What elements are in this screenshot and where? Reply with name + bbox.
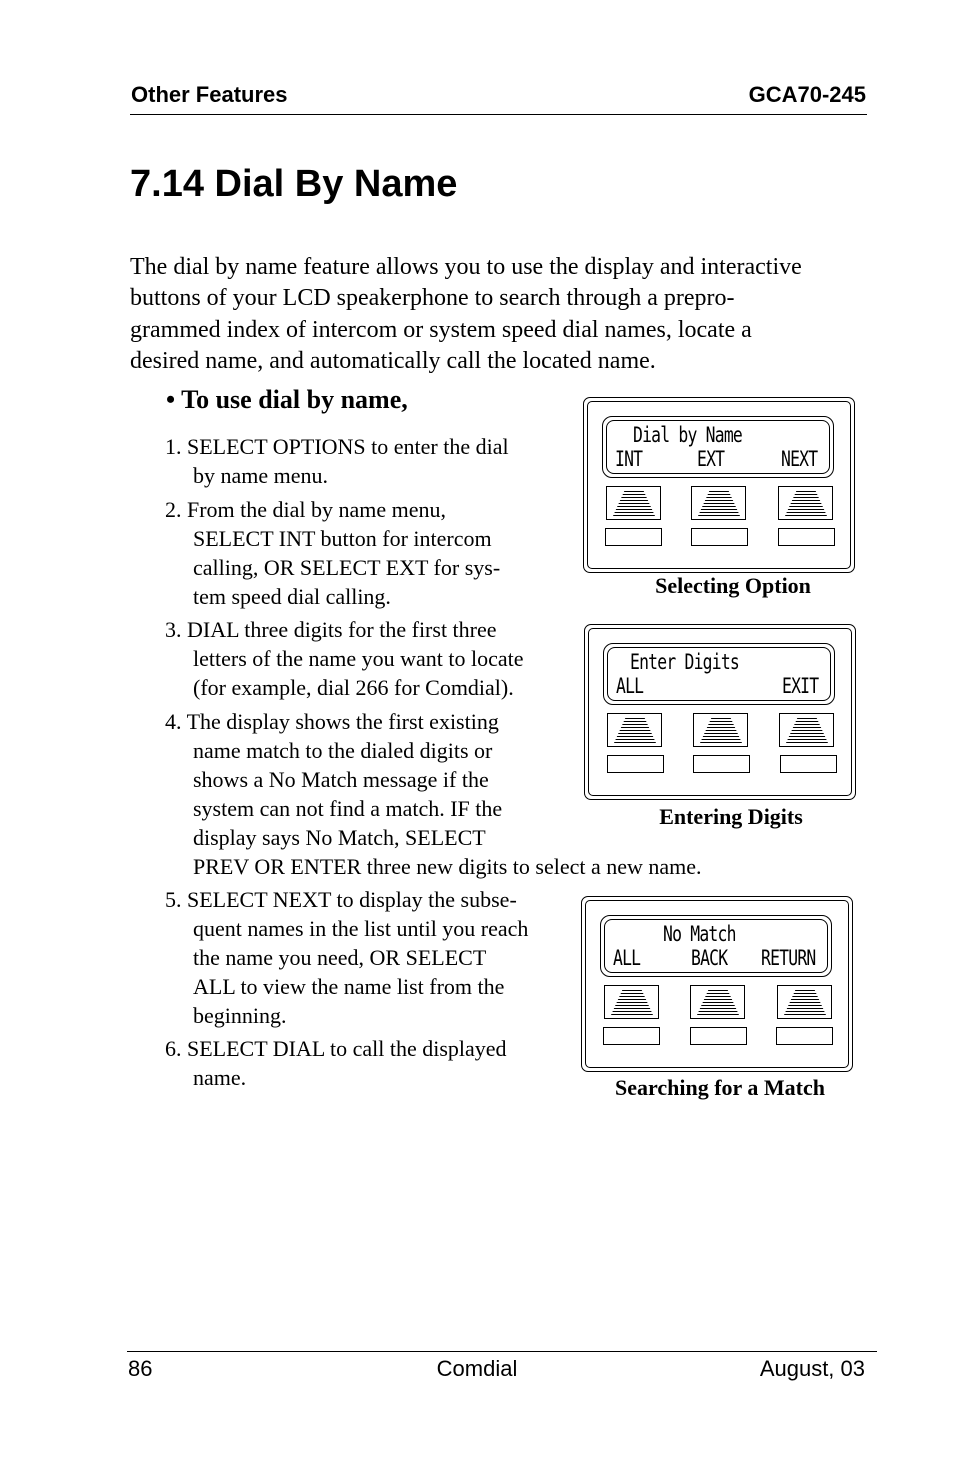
button-label-strip [691,528,748,546]
softkey-button [779,713,834,747]
figure-caption: Entering Digits [659,804,803,829]
softkey-button [691,486,746,520]
intro-line: The dial by name feature allows you to use the display and interactive [130,254,802,280]
softkey-button [606,486,661,520]
lcd-display-figure [584,624,856,800]
softkey-button [607,713,662,747]
intro-line: desired name, and automatically call the located name. [130,347,656,374]
figure-caption: Searching for a Match [615,1075,825,1100]
step-line: (for example, dial 266 for Comdial). [193,675,514,700]
step-line: PREV OR ENTER three new digits to select a new name. [193,854,702,879]
lcd-screen [603,643,835,705]
step-line: name match to the dialed digits or [193,738,493,763]
step-line: 5. SELECT NEXT to display the subse- [165,887,517,912]
intro-line: grammed index of intercom or system speed dial names, locate a [130,316,752,343]
header-section-title: Other Features [131,82,288,107]
step-line: 6. SELECT DIAL to call the displayed [165,1036,507,1061]
step-line: shows a No Match message if the [193,767,489,792]
step-line: by name menu. [193,463,329,488]
softkey-label: INT [615,447,643,471]
button-label-strip [693,755,750,773]
lcd-line-1: Enter Digits [630,650,739,674]
step-line: 4. The display shows the first existing [165,709,499,734]
step-1 [165,432,509,490]
softkey-label: BACK [691,946,728,970]
button-label-strip [778,528,835,546]
softkey-button [690,985,745,1019]
lcd-screen [602,416,834,478]
softkey-label: NEXT [781,447,818,471]
step-line: calling, OR SELECT EXT for sys- [193,555,501,580]
intro-line: buttons of your LCD speakerphone to search through a prepro- [130,285,735,312]
step-2 [165,495,500,611]
softkey-button [777,985,832,1019]
softkey-label: EXIT [782,674,819,698]
step-line: name. [193,1065,247,1090]
softkey-button [604,985,659,1019]
header-doc-id: GCA70-245 [748,82,866,107]
lcd-line-1: Dial by Name [633,423,742,447]
step-line: system can not find a match. IF the [193,796,503,821]
step-line: quent names in the list until you reach [193,916,529,941]
step-6 [165,1034,507,1092]
step-line: 3. DIAL three digits for the first three [165,617,497,642]
step-line: display says No Match, SELECT [193,825,486,850]
lcd-screen [600,915,832,977]
step-3 [165,615,524,702]
section-heading: 7.14 Dial By Name [130,163,458,205]
button-label-strip [603,1027,660,1045]
footer-date: August, 03 [759,1356,865,1381]
figure-caption: Selecting Option [655,573,811,598]
softkey-button [778,486,833,520]
softkey-label: EXT [697,447,725,471]
procedure-heading: • To use dial by name, [166,385,408,414]
intro-paragraph [130,252,870,377]
step-line: 2. From the dial by name menu, [165,497,447,522]
step-line: beginning. [193,1003,287,1028]
softkey-label: ALL [613,946,641,970]
softkey-label: ALL [616,674,644,698]
step-line: letters of the name you want to locate [193,646,524,671]
button-label-strip [780,755,837,773]
footer-rule [127,1351,877,1352]
button-label-strip [776,1027,833,1045]
button-label-strip [690,1027,747,1045]
step-line: tem speed dial calling. [193,584,391,609]
softkey-label: RETURN [761,946,816,970]
lcd-line-1: No Match [663,922,736,946]
page-number: 86 [128,1356,153,1381]
running-header [130,80,867,115]
step-line: the name you need, OR SELECT [193,945,487,970]
button-label-strip [605,528,662,546]
step-line: ALL to view the name list from the [193,974,505,999]
button-label-strip [607,755,664,773]
step-line: SELECT INT button for intercom [193,526,492,551]
lcd-display-figure [583,397,855,573]
footer-company: Comdial [436,1356,518,1381]
lcd-display-figure [581,896,853,1072]
step-line: 1. SELECT OPTIONS to enter the dial [165,434,509,459]
softkey-button [693,713,748,747]
step-5 [165,885,528,1030]
